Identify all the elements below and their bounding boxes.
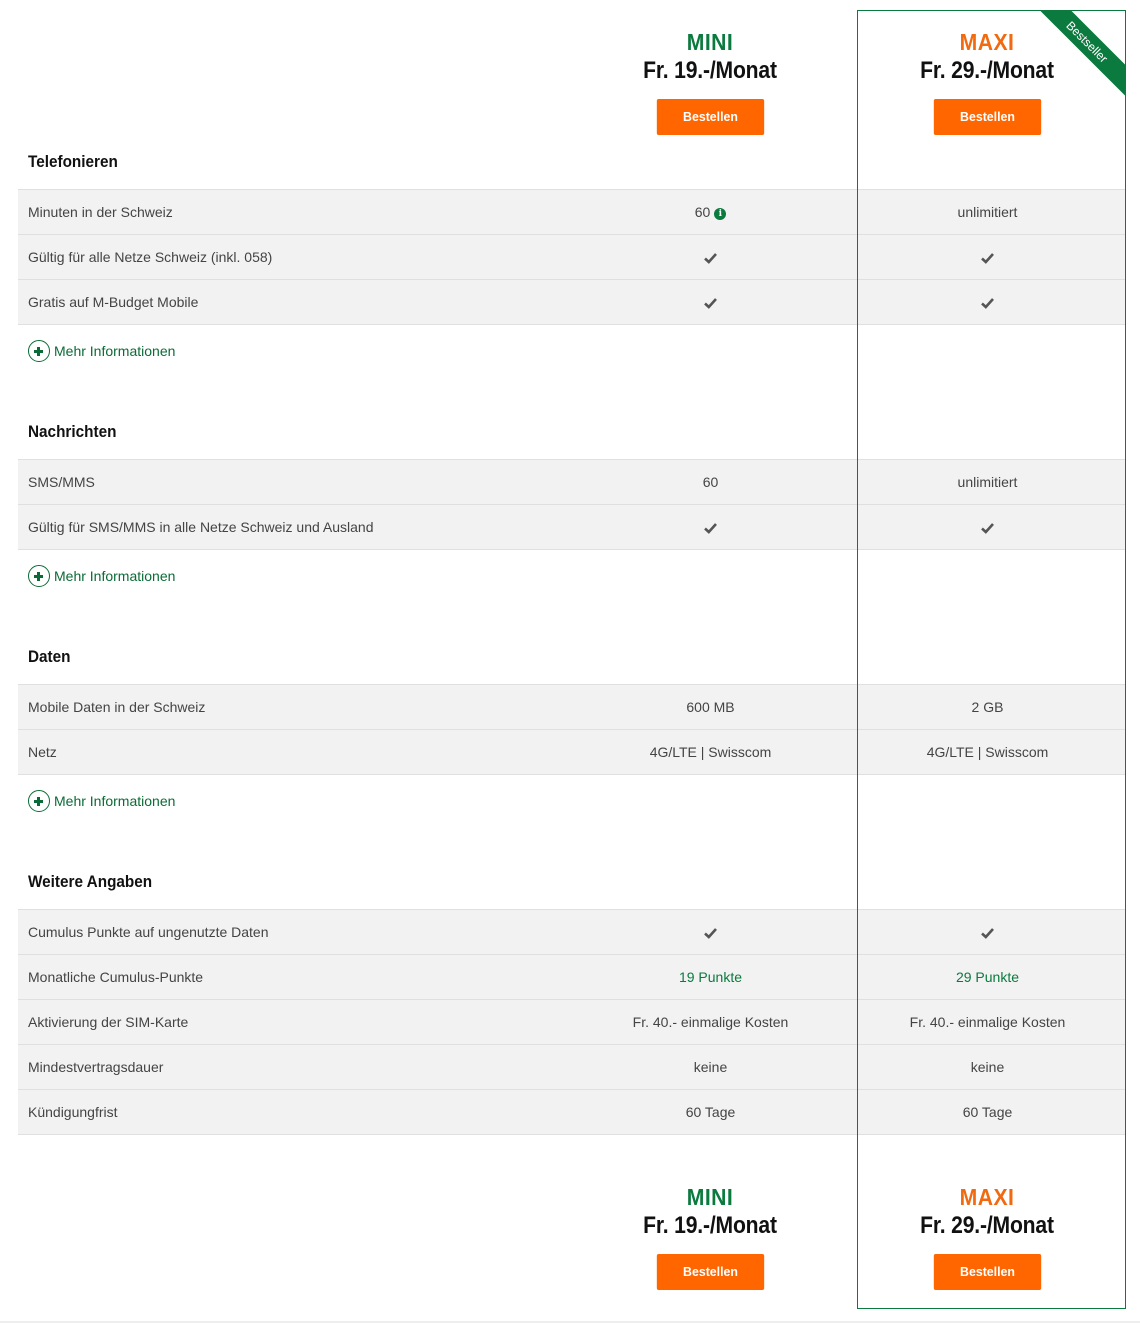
order-button-maxi[interactable]: Bestellen xyxy=(933,1254,1040,1290)
row-value-mini xyxy=(572,910,849,954)
row-label: Gratis auf M-Budget Mobile xyxy=(28,294,199,310)
plan-price-mini: Fr. 19.-/Monat xyxy=(643,57,777,84)
section-title-nachrichten: Nachrichten xyxy=(28,422,117,441)
table-row xyxy=(18,189,1125,234)
row-value-maxi: 4G/LTE | Swisscom xyxy=(926,744,1049,760)
row-value-maxi xyxy=(849,505,1126,549)
row-value-maxi: unlimitiert xyxy=(957,474,1018,490)
row-value-mini: keine xyxy=(693,1059,728,1075)
more-info-label: Mehr Informationen xyxy=(54,793,176,809)
row-value-maxi xyxy=(849,910,1126,954)
plan-header-mini-top xyxy=(576,28,844,135)
row-value-mini: 4G/LTE | Swisscom xyxy=(649,744,772,760)
table-row xyxy=(18,1044,1125,1089)
table-row xyxy=(18,909,1125,954)
row-value-mini: 600 MB xyxy=(686,699,735,715)
table-row xyxy=(18,999,1125,1044)
plan-name-mini: MINI xyxy=(686,1184,734,1210)
checkmark-icon xyxy=(704,252,717,264)
row-label: SMS/MMS xyxy=(28,474,95,490)
table-row xyxy=(18,684,1125,729)
plus-circle-icon xyxy=(28,565,50,587)
row-label: Gültig für alle Netze Schweiz (inkl. 058) xyxy=(28,249,273,265)
order-button-mini[interactable]: Bestellen xyxy=(656,99,763,135)
section-title-telefonieren: Telefonieren xyxy=(28,152,118,171)
row-value-maxi xyxy=(849,280,1126,324)
row-label: Minuten in der Schweiz xyxy=(28,204,173,220)
table-row xyxy=(18,459,1125,504)
plan-header-mini-bottom xyxy=(576,1183,844,1290)
row-value-mini: 60 xyxy=(702,474,719,490)
more-info-link-telefonieren[interactable] xyxy=(28,340,175,362)
row-label: Cumulus Punkte auf ungenutzte Daten xyxy=(28,924,269,940)
table-row xyxy=(18,504,1125,550)
row-label: Aktivierung der SIM-Karte xyxy=(28,1014,189,1030)
plan-name-maxi: MAXI xyxy=(959,29,1015,55)
row-label: Monatliche Cumulus-Punkte xyxy=(28,969,204,985)
table-row xyxy=(18,279,1125,325)
more-info-label: Mehr Informationen xyxy=(54,343,176,359)
row-value-maxi: unlimitiert xyxy=(957,204,1018,220)
row-value-maxi: 2 GB xyxy=(971,699,1004,715)
more-info-label: Mehr Informationen xyxy=(54,568,176,584)
plan-name-maxi: MAXI xyxy=(959,1184,1015,1210)
order-button-mini[interactable]: Bestellen xyxy=(656,1254,763,1290)
plan-price-mini: Fr. 19.-/Monat xyxy=(643,1212,777,1239)
plus-circle-icon xyxy=(28,790,50,812)
row-label: Mobile Daten in der Schweiz xyxy=(28,699,206,715)
checkmark-icon xyxy=(704,522,717,534)
plan-header-maxi-bottom xyxy=(853,1183,1121,1290)
plan-price-maxi: Fr. 29.-/Monat xyxy=(920,1212,1054,1239)
row-value-maxi: 60 Tage xyxy=(962,1104,1013,1120)
checkmark-icon xyxy=(704,927,717,939)
plan-header-maxi-top xyxy=(853,28,1121,135)
row-value-maxi xyxy=(849,235,1126,279)
bestseller-badge: Bestseller xyxy=(1039,11,1125,97)
order-button-maxi[interactable]: Bestellen xyxy=(933,99,1040,135)
section-title-weitere-angaben: Weitere Angaben xyxy=(28,872,153,891)
row-value-mini: Fr. 40.- einmalige Kosten xyxy=(632,1014,789,1030)
table-row xyxy=(18,729,1125,775)
checkmark-icon xyxy=(981,522,994,534)
more-info-link-daten[interactable] xyxy=(28,790,175,812)
row-value-maxi: keine xyxy=(970,1059,1005,1075)
row-label: Kündigungfrist xyxy=(28,1104,118,1120)
row-value-mini: 19 Punkte xyxy=(678,969,743,985)
more-info-link-nachrichten[interactable] xyxy=(28,565,175,587)
row-value-mini xyxy=(572,235,849,279)
row-value-mini xyxy=(572,280,849,324)
checkmark-icon xyxy=(981,252,994,264)
row-value-mini: 60 Tage xyxy=(685,1104,736,1120)
checkmark-icon xyxy=(981,297,994,309)
row-value-mini xyxy=(572,505,849,549)
row-value-mini: 60 i xyxy=(572,190,849,234)
table-row xyxy=(18,234,1125,279)
row-value-maxi: Fr. 40.- einmalige Kosten xyxy=(909,1014,1066,1030)
row-label: Gültig für SMS/MMS in alle Netze Schweiz und Ausland xyxy=(28,519,374,535)
row-label: Netz xyxy=(28,744,57,760)
checkmark-icon xyxy=(981,927,994,939)
row-label: Mindestvertragsdauer xyxy=(28,1059,164,1075)
section-title-daten: Daten xyxy=(28,647,71,666)
info-icon[interactable]: i xyxy=(714,208,726,220)
plan-name-mini: MINI xyxy=(686,29,734,55)
row-value-maxi: 29 Punkte xyxy=(955,969,1020,985)
page-divider xyxy=(0,1321,1140,1323)
checkmark-icon xyxy=(704,297,717,309)
plan-price-maxi: Fr. 29.-/Monat xyxy=(920,57,1054,84)
table-row xyxy=(18,1089,1125,1135)
plus-circle-icon xyxy=(28,340,50,362)
table-row xyxy=(18,954,1125,999)
